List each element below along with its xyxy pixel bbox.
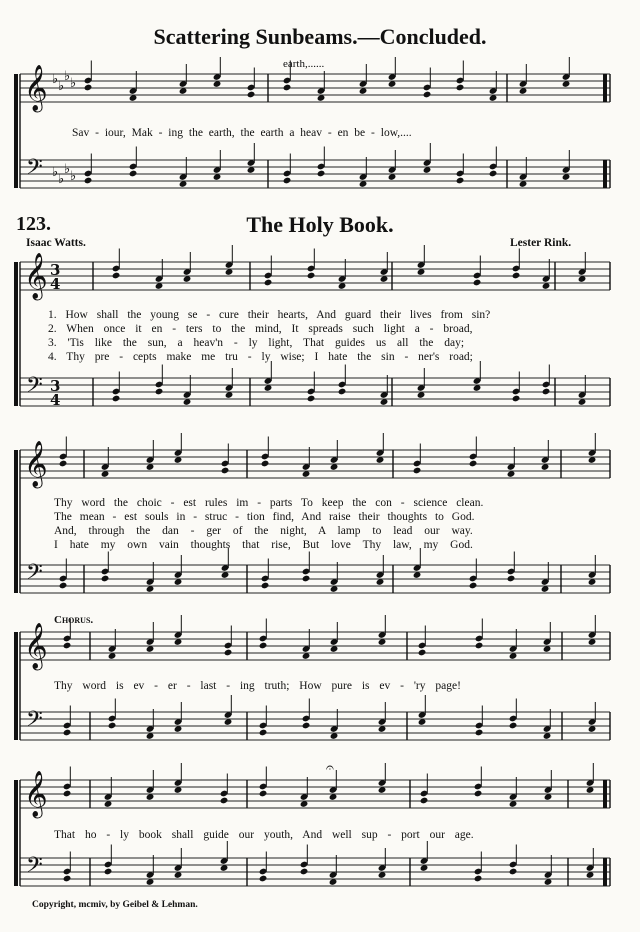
- note-head: [129, 170, 138, 178]
- note-head: [420, 797, 429, 805]
- note-head: [101, 575, 110, 583]
- note-head: [259, 729, 268, 737]
- treble-clef: 𝄞: [24, 623, 48, 669]
- previous-hymn-title: Scattering Sunbeams.—Concluded.: [153, 24, 487, 49]
- note-head: [283, 84, 292, 92]
- note-head: [418, 649, 427, 657]
- bass-clef: 𝄢: [26, 155, 43, 185]
- note-head: [283, 177, 292, 185]
- note-head: [247, 91, 256, 99]
- chorus-lyric: Thy word is ev - er - last - ing truth; How pure is ev - 'ry page!: [54, 680, 461, 692]
- note-head: [259, 790, 268, 798]
- note-head: [259, 642, 268, 650]
- note-head: [474, 790, 483, 798]
- bass-clef: 𝄢: [26, 707, 43, 737]
- verse-line: 4. Thy pre - cepts make me tru - ly wise; I hate the sin - ner's road;: [48, 351, 473, 363]
- treble-clef: 𝄞: [24, 771, 48, 817]
- note-head: [224, 649, 233, 657]
- verse-line: I hate my own vain thoughts that rise, But love Thy law, my God.: [54, 539, 473, 551]
- verse-line: 1. How shall the young se - cure their hearts, And guard their lives from sin?: [48, 309, 491, 321]
- note-head: [317, 170, 326, 178]
- note-head: [413, 467, 422, 475]
- note-head: [473, 279, 482, 287]
- note-head: [507, 575, 516, 583]
- flat-sign: ♭: [64, 69, 71, 84]
- fermata-symbol: 𝄐: [326, 760, 334, 776]
- note-head: [489, 170, 498, 178]
- verse-line: 2. When once it en - ters to the mind, It spreads such light a - broad,: [48, 323, 473, 335]
- treble-clef: 𝄞: [24, 441, 48, 487]
- note-head: [307, 272, 316, 280]
- note-head: [261, 582, 270, 590]
- note-head: [300, 868, 309, 876]
- note-head: [509, 868, 518, 876]
- verse-line: 3. 'Tis like the sun, a heav'n - ly light, That guides us all the day;: [48, 337, 465, 349]
- flat-sign: ♭: [64, 162, 71, 177]
- note-head: [221, 467, 230, 475]
- verse-line: Thy word the choic - est rules im - parts To keep the con - science clean.: [54, 497, 484, 509]
- note-head: [59, 582, 68, 590]
- previous-hymn-lyric: Sav - iour, Mak - ing the earth, the earth a heav - en be - low,....: [72, 127, 412, 139]
- note-head: [63, 790, 72, 798]
- note-head: [261, 460, 270, 468]
- time-signature-top: 3: [50, 377, 61, 395]
- note-head: [155, 388, 164, 396]
- note-head: [220, 797, 229, 805]
- flat-sign: ♭: [52, 72, 59, 87]
- note-head: [456, 177, 465, 185]
- note-head: [475, 729, 484, 737]
- chorus-label: Chorus.: [54, 614, 94, 626]
- note-head: [63, 875, 72, 883]
- note-head: [469, 582, 478, 590]
- bass-clef: 𝄢: [26, 560, 43, 590]
- verse-line: The mean - est souls in - struc - tion find, And raise their thoughts to God.: [54, 511, 475, 523]
- flat-sign: ♭: [70, 76, 77, 91]
- note-head: [475, 642, 484, 650]
- note-head: [84, 84, 93, 92]
- note-head: [456, 84, 465, 92]
- note-head: [264, 279, 273, 287]
- note-head: [63, 729, 72, 737]
- note-head: [469, 460, 478, 468]
- time-signature-top: 3: [50, 261, 61, 279]
- note-head: [423, 91, 432, 99]
- hymn-title: The Holy Book.: [246, 212, 394, 237]
- treble-clef: 𝄞: [24, 253, 48, 299]
- note-head: [259, 875, 268, 883]
- flat-sign: ♭: [58, 172, 65, 187]
- note-head: [63, 642, 72, 650]
- note-head: [542, 388, 551, 396]
- time-signature-bottom: 4: [50, 391, 61, 409]
- note-head: [509, 722, 518, 730]
- treble-clef: 𝄞: [24, 65, 48, 111]
- flat-sign: ♭: [70, 169, 77, 184]
- note-head: [59, 460, 68, 468]
- note-head: [104, 868, 113, 876]
- verse-line: And, through the dan - ger of the night, A lamp to lead our way.: [54, 525, 473, 537]
- chorus-lyric: That ho - ly book shall guide our youth, And well sup - port our age.: [54, 829, 474, 841]
- hymn-number: 123.: [16, 213, 51, 235]
- copyright: Copyright, mcmiv, by Geibel & Lehman.: [32, 900, 198, 910]
- melisma-text: earth,......: [283, 58, 325, 70]
- note-head: [512, 272, 521, 280]
- note-head: [108, 722, 117, 730]
- lyricist: Isaac Watts.: [26, 237, 86, 249]
- note-head: [112, 272, 121, 280]
- bass-clef: 𝄢: [26, 373, 43, 403]
- composer: Lester Rink.: [510, 237, 572, 249]
- note-head: [302, 575, 311, 583]
- note-head: [112, 395, 121, 403]
- flat-sign: ♭: [52, 165, 59, 180]
- bass-clef: 𝄢: [26, 853, 43, 883]
- note-head: [84, 177, 93, 185]
- note-head: [512, 395, 521, 403]
- note-head: [307, 395, 316, 403]
- flat-sign: ♭: [58, 79, 65, 94]
- time-signature-bottom: 4: [50, 275, 61, 293]
- note-head: [338, 388, 347, 396]
- note-head: [474, 875, 483, 883]
- note-head: [302, 722, 311, 730]
